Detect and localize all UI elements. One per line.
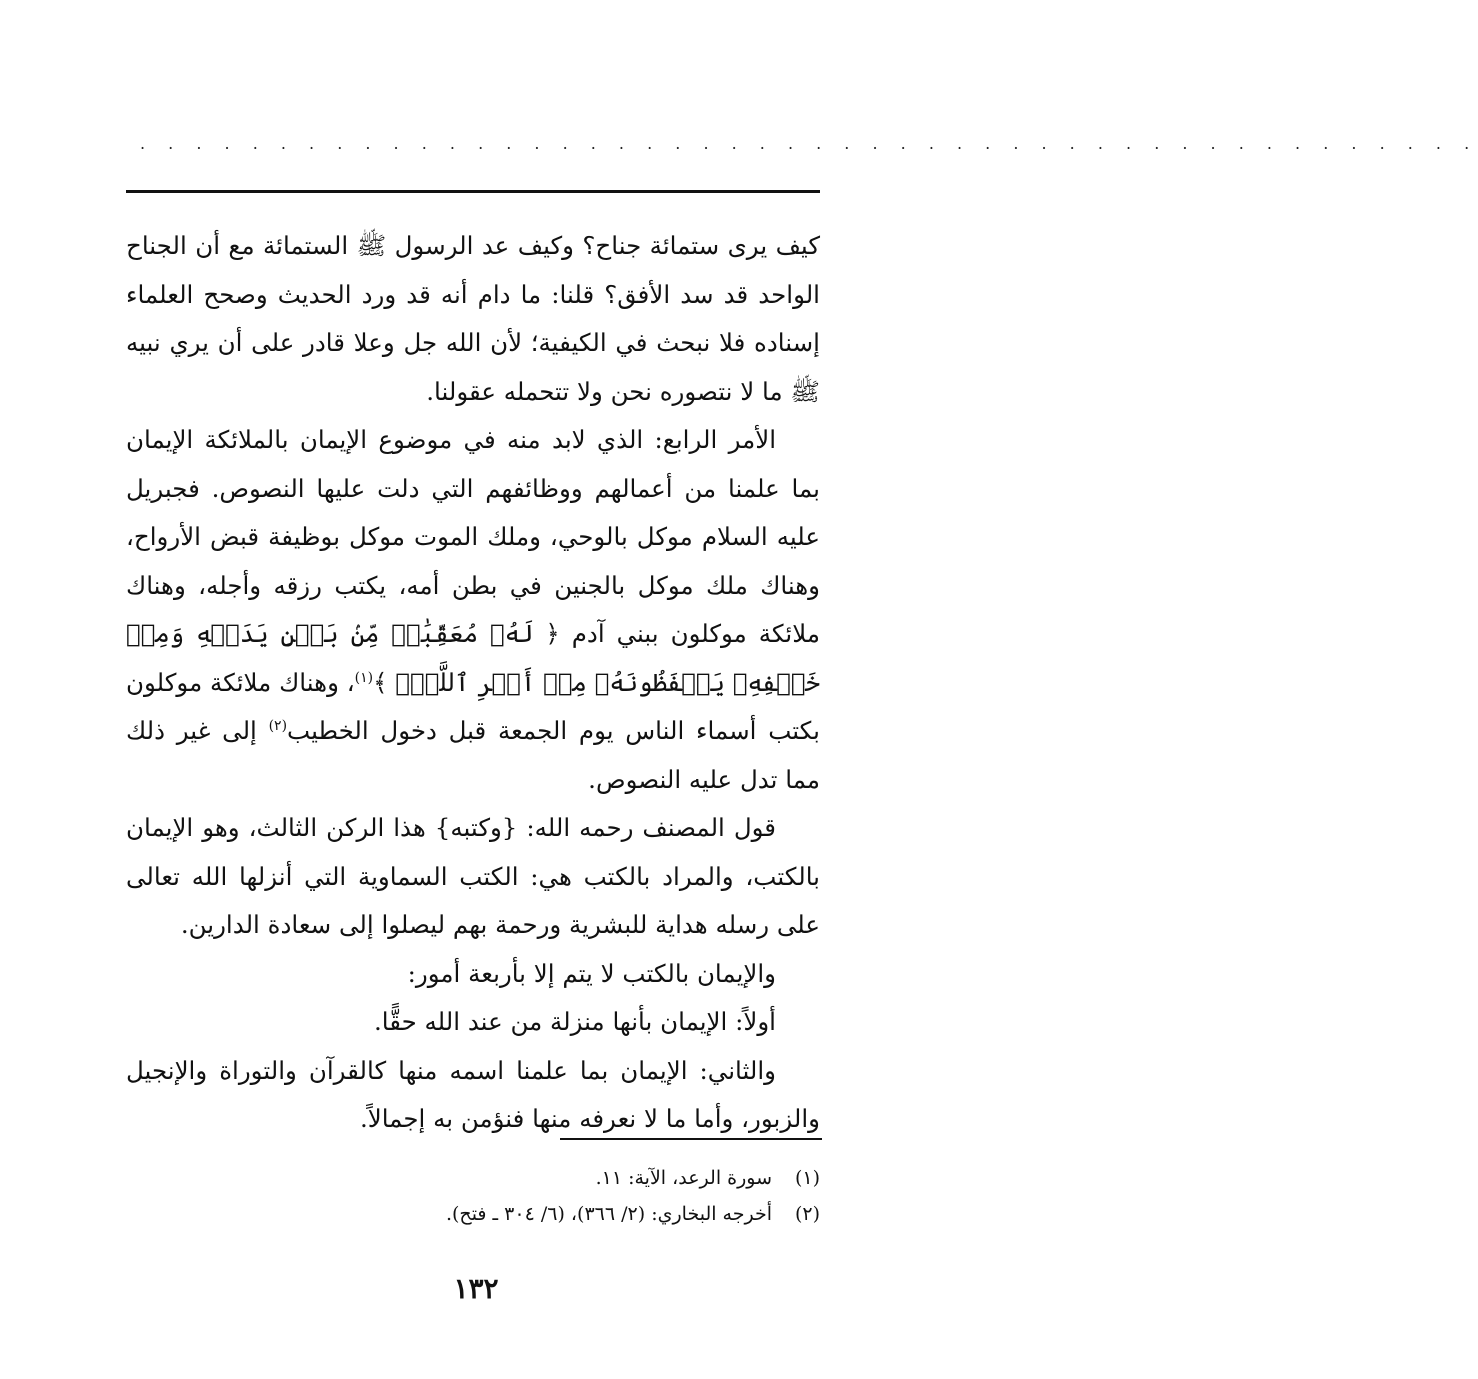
paragraph-1: كيف يرى ستمائة جناح؟ وكيف عد الرسول ﷺ الستمائة مع أن الجناح الواحد قد سد الأفق؟ قلنا: ما دام أنه قد ورد الحديث وصحح العلماء إسناده فلا نبحث في الكيفية؛ لأن الله جل وعلا قادر على أن يري نبيه ﷺ ما لا نتصوره نحن ولا تتحمله عقولنا. [126,231,820,406]
paragraph-6: والثاني: الإيمان بما علمنا اسمه منها كالقرآن والتوراة والإنجيل والزبور، وأما ما لا نعرفه منها فنؤمن به إجمالاً. [126,1055,820,1133]
paragraph-2-part-2: ، وهناك ملائكة موكلون بكتب أسماء الناس يوم الجمعة قبل دخول الخطيب [126,667,820,745]
footnote-ref-1: (١) [354,669,374,686]
footnote-2-text: أخرجه البخاري: (٢/ ٣٦٦)، (٦/ ٣٠٤ ـ فتح). [445,1203,772,1225]
page-number: ١٣٢ [453,1272,499,1305]
header-rule [126,190,820,193]
quran-verse: ﴿ لَهُۥ مُعَقِّبَٰتٞ مِّنۢ بَيۡنِ يَدَيۡهِ وَمِنۡ خَلۡفِهِۦ يَحۡفَظُونَهُۥ مِنۡ أَمۡرِ ٱللَّهِۗ ﴾ [126,619,820,697]
paragraph-3: قول المصنف رحمه الله: {وكتبه} هذا الركن الثالث، وهو الإيمان بالكتب، والمراد بالكتب هي: الكتب السماوية التي أنزلها الله تعالى على رسله هداية للبشرية ورحمة بهم ليصلوا إلى سعادة الدارين. [126,813,820,939]
paragraph-2 [126,416,820,804]
footnote-1 [300,1160,820,1196]
main-text [126,222,820,1144]
paragraph-4: والإيمان بالكتب لا يتم إلا بأربعة أمور: [407,958,776,988]
footnote-ref-2: (٢) [268,717,288,734]
header-dots: . . . . . . . . . . . . . . . . . . . . . . . . . . . . . . . . . . . . . . . . . . . . . . . . [140,134,1478,153]
paragraph-2-part-1: الأمر الرابع: الذي لابد منه في موضوع الإيمان بالملائكة الإيمان بما علمنا من أعمالهم ووظائفهم التي دلت عليها النصوص. فجبريل عليه السلام موكل بالوحي، وملك الموت موكل بوظيفة قبض الأرواح، وهناك ملك موكل بالجنين في بطن أمه، يكتب رزقه وأجله، وهناك ملائكة موكلون ببني آدم [126,425,820,648]
paragraph-2-part-3: إلى غير ذلك مما تدل عليه النصوص. [126,716,820,794]
footnote-2-number: (٢) [794,1203,820,1225]
footnotes [300,1160,820,1232]
footnote-2 [300,1196,820,1232]
paragraph-5: أولاً: الإيمان بأنها منزلة من عند الله حقًّا. [373,1007,776,1036]
footnote-rule [560,1138,822,1140]
footnote-1-number: (١) [794,1167,820,1189]
footnote-1-text: سورة الرعد، الآية: ١١. [595,1167,772,1189]
